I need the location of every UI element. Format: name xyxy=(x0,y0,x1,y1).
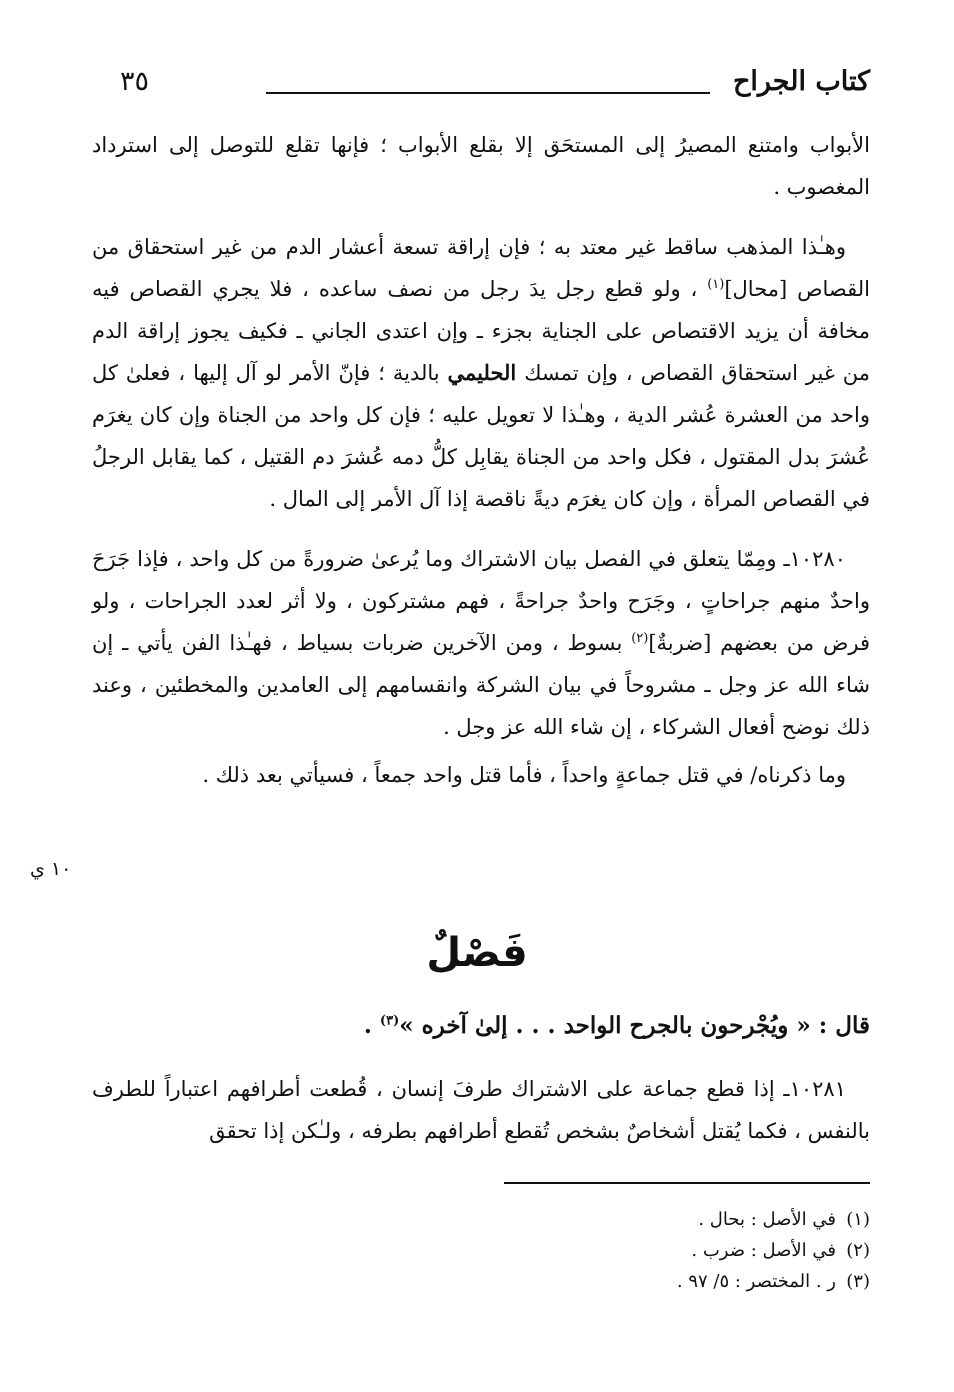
footnote-ref-2: (٢) xyxy=(631,631,649,646)
footnote-number: (٣) xyxy=(846,1271,870,1292)
footnote-1 xyxy=(470,1204,870,1235)
paragraph-3-part-b: بسوط ، ومن الآخرين ضربات بسياط ، فهـٰذا الفن يأتي ـ إن شاء الله عز وجل ـ مشروحاً في بيان الشركة وانقسامهم إلى العامدين والمخطئين ، وعند ذلك نوضح أفعال الشركاء ، إن شاء الله عز وجل . xyxy=(92,631,870,739)
paragraph-5-text: ١٠٢٨١ـ إذا قطع جماعة على الاشتراك طرفَ إنسان ، قُطعت أطرافهم اعتباراً للطرف بالنفس ، فكما يُقتل أشخاصٌ بشخص تُقطع أطرافهم بطرفه ، ولـٰكن إذا تحقق xyxy=(92,1077,870,1143)
footnote-number: (٢) xyxy=(846,1240,870,1261)
quote-text: قال : « ويُجْرحون بالجرح الواحد . . . إلىٰ آخره » xyxy=(399,1012,870,1039)
margin-note: ١٠ ي xyxy=(30,858,72,880)
section-heading: فَصْلٌ xyxy=(426,930,528,976)
paragraph-2 xyxy=(92,226,870,520)
footnote-number: (١) xyxy=(846,1209,870,1230)
author-name-halimi: الحليمي xyxy=(447,360,517,385)
running-title: كتاب الجراح xyxy=(732,66,870,97)
footnotes xyxy=(470,1204,870,1297)
page-header xyxy=(90,62,870,110)
paragraph-2-part-b: ، ولو قطع رجل يدَ رجل من نصف ساعده ، فلا يجري القصاص فيه مخافة أن يزيد الاقتصاص على الجناية بجزء ـ وإن اعتدى الجاني ـ فكيف يجوز إراقة الدم من غير استحقاق القصاص ، وإن تمسك xyxy=(92,277,870,385)
body-text-bottom xyxy=(92,1068,870,1152)
footnote-text: في الأصل : بحال . xyxy=(698,1209,836,1230)
page-number: ٣٥ xyxy=(120,66,150,97)
footnote-3 xyxy=(470,1266,870,1297)
paragraph-1: الأبواب وامتنع المصيرُ إلى المستحَق إلا بقلع الأبواب ؛ فإنها تقلع للتوصل إلى استرداد المغصوب . xyxy=(92,133,870,199)
paragraph-4-text: وما ذكرناه/ في قتل جماعةٍ واحداً ، فأما قتل واحد جمعاً ، فسيأتي بعد ذلك . xyxy=(202,763,846,787)
body-text-top xyxy=(92,124,870,796)
paragraph-10281 xyxy=(92,1068,870,1152)
paragraph-2-part-a: وهـٰذا المذهب ساقط غير معتد به ؛ فإن إراقة تسعة أعشار الدم من غير استحقاق من القصاص [محال] xyxy=(92,235,870,301)
footnote-2 xyxy=(470,1235,870,1266)
paragraph-2-part-c: بالدية ؛ فإنّ الأمر لو آل إليها ، فعلىٰ كل واحد من العشرة عُشر الدية ، وهـٰذا لا تعويل عليه ؛ فإن كل واحد من الجناة وإن كان يغرَم عُشرَ بدل المقتول ، فكل واحد من الجناة يقابِل كلُّ دمه عُشرَ دم القتيل ، كما يقابل الرجلُ في القصاص المرأة ، وإن كان يغرَم ديةً ناقصة إذا آل الأمر إلى المال . xyxy=(92,361,870,511)
footnote-text: ر . المختصر : ٥/ ٩٧ . xyxy=(676,1271,836,1292)
quote-line xyxy=(364,1012,870,1039)
header-rule xyxy=(266,92,710,94)
paragraph-4 xyxy=(92,754,870,796)
paragraph-3-part-a: ١٠٢٨٠ـ ومِمّا يتعلق في الفصل بيان الاشتراك وما يُرعىٰ ضرورةً من كل واحد ، فإذا جَرَحَ واحدٌ منهم جراحاتٍ ، وجَرَح واحدٌ جراحةً ، فهم مشتركون ، ولا أثر لعدد الجراحات ، ولو فرض من بعضهم [ضربةٌ] xyxy=(92,547,870,655)
footnote-ref-1: (١) xyxy=(707,277,725,292)
footnote-rule xyxy=(504,1182,870,1184)
paragraph-10280 xyxy=(92,538,870,748)
quote-end: . xyxy=(363,1012,380,1039)
footnote-text: في الأصل : ضرب . xyxy=(691,1240,836,1261)
footnote-ref-3: (٣) xyxy=(379,1013,400,1029)
